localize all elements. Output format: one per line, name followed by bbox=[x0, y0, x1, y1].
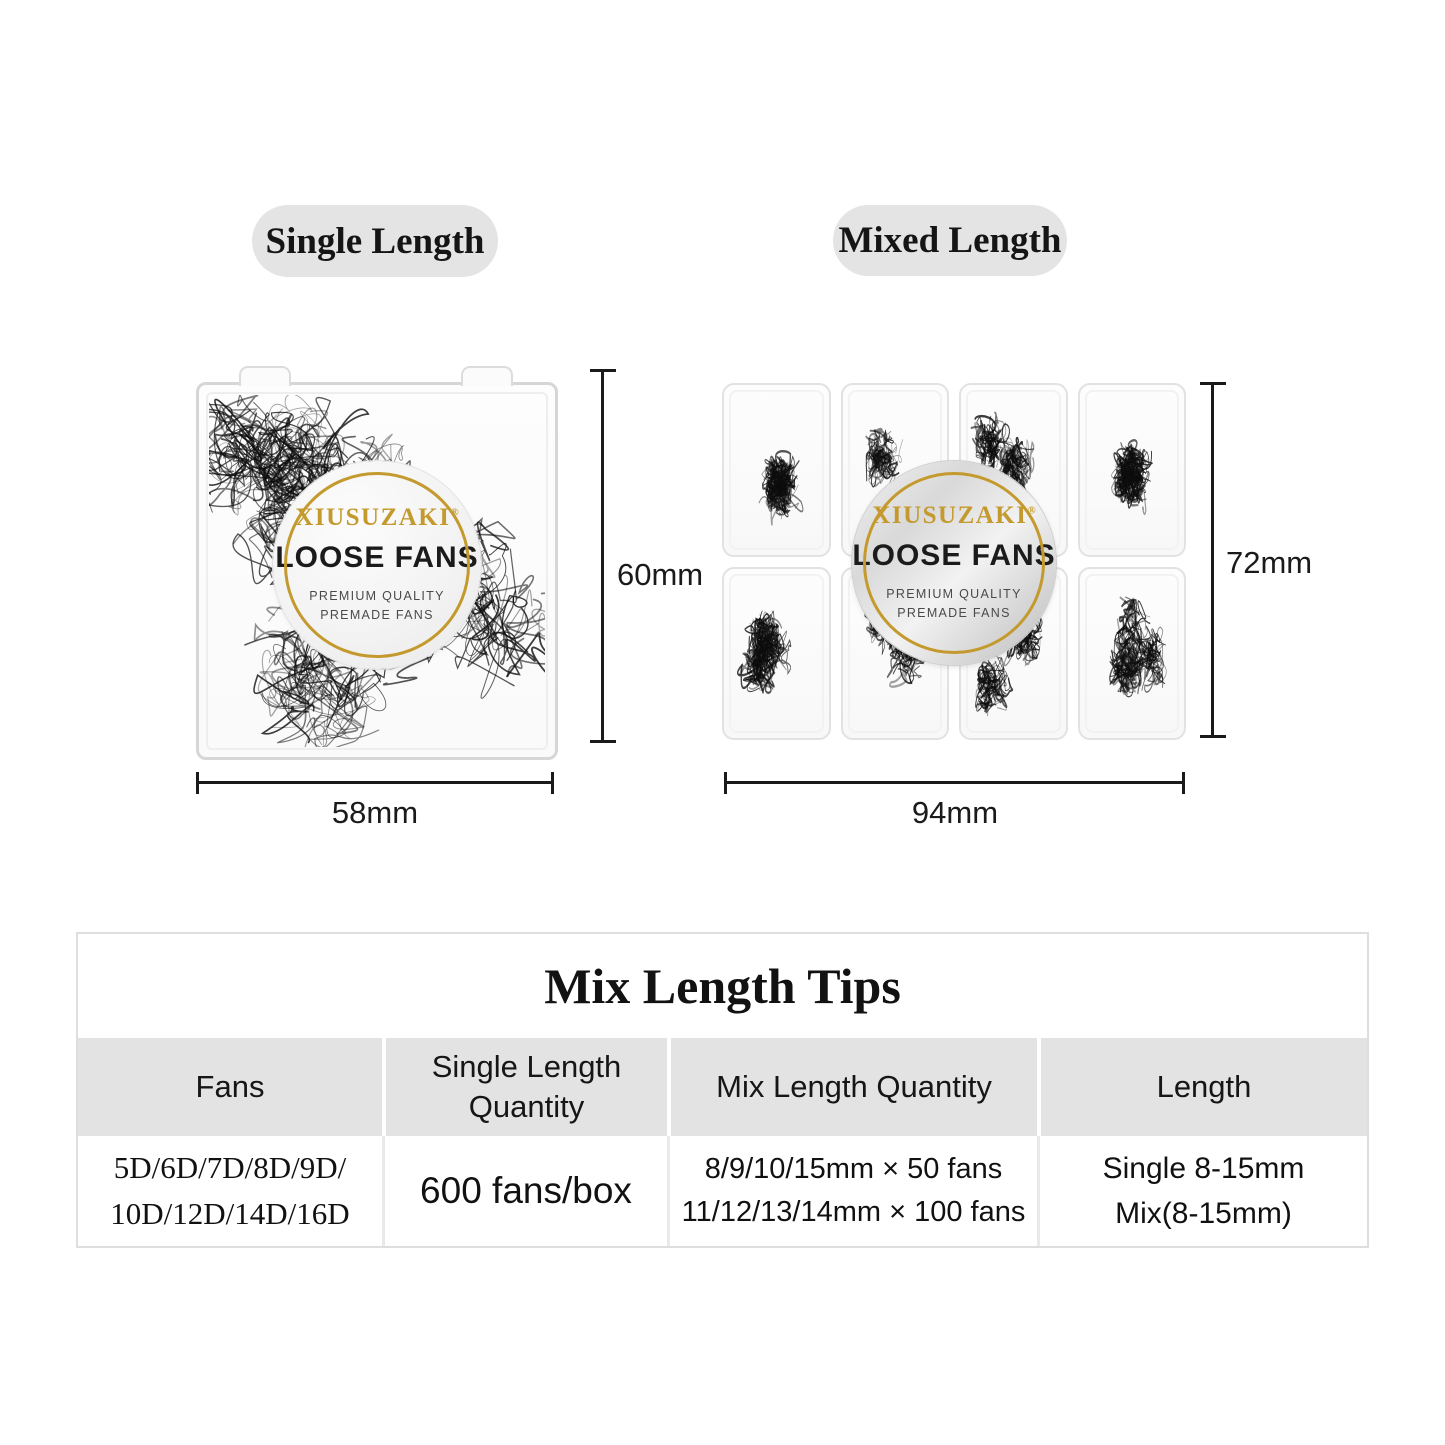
cell-length-line2: Mix(8-15mm) bbox=[1115, 1197, 1292, 1230]
lash-compartment bbox=[1078, 567, 1187, 741]
product-label-single bbox=[273, 461, 481, 669]
column-header-fans: Fans bbox=[195, 1068, 265, 1104]
dimension-cap bbox=[724, 772, 727, 794]
column-header-length: Length bbox=[1037, 1038, 1367, 1136]
dimension-cap bbox=[196, 772, 199, 794]
mix-length-tips-table bbox=[76, 932, 1369, 1248]
cell-single-length-quantity: 600 fans/box bbox=[382, 1136, 667, 1246]
lash-compartment bbox=[1078, 383, 1187, 557]
cell-fans-line1: 5D/6D/7D/8D/9D/ bbox=[113, 1149, 347, 1185]
cell-length bbox=[1037, 1136, 1367, 1246]
mixed-length-badge bbox=[833, 205, 1067, 276]
dimension-cap bbox=[590, 369, 616, 372]
lash-fans-cluster bbox=[728, 389, 825, 551]
height-dimension-line-mixed bbox=[1211, 383, 1214, 738]
single-length-badge bbox=[252, 205, 498, 277]
dimension-cap bbox=[551, 772, 554, 794]
table-title: Mix Length Tips bbox=[544, 958, 901, 1014]
registered-trademark-symbol: ® bbox=[1027, 504, 1036, 517]
lash-fans-cluster bbox=[728, 573, 825, 735]
tagline-line2: PREMADE FANS bbox=[320, 608, 434, 622]
dimension-cap bbox=[1200, 735, 1226, 738]
cell-fans-line2: 10D/12D/14D/16D bbox=[110, 1196, 350, 1231]
tagline-line1: PREMIUM QUALITY bbox=[886, 586, 1022, 601]
lash-compartment bbox=[722, 383, 831, 557]
dimension-cap bbox=[1182, 772, 1185, 794]
width-dimension-label-mixed: 94mm bbox=[911, 795, 999, 830]
tagline-line2: PREMADE FANS bbox=[897, 606, 1011, 620]
single-length-badge-label: Single Length bbox=[265, 220, 485, 262]
dimension-cap bbox=[1200, 382, 1226, 385]
product-label-mixed bbox=[852, 461, 1056, 665]
width-dimension-label-single: 58mm bbox=[331, 795, 419, 830]
tagline-line1: PREMIUM QUALITY bbox=[309, 588, 445, 603]
brand-text: XIUSUZAKI bbox=[872, 501, 1028, 529]
column-header-single-length-quantity: Single Length Quantity bbox=[382, 1038, 667, 1136]
cell-length-line1: Single 8-15mm bbox=[1102, 1152, 1305, 1185]
height-dimension-label-single: 60mm bbox=[617, 557, 704, 592]
registered-trademark-symbol: ® bbox=[450, 506, 459, 519]
width-dimension-line-mixed bbox=[725, 781, 1185, 784]
gold-ring bbox=[284, 472, 470, 658]
box-hinge bbox=[239, 366, 291, 386]
cell-mix-quantity-line1: 8/9/10/15mm × 50 fans bbox=[704, 1152, 1003, 1185]
box-hinge bbox=[461, 366, 513, 386]
lash-fans-cluster bbox=[1084, 389, 1181, 551]
lash-compartment bbox=[722, 567, 831, 741]
height-dimension-line-single bbox=[601, 370, 604, 742]
column-header-mix-length-quantity: Mix Length Quantity bbox=[667, 1038, 1037, 1136]
width-dimension-line-single bbox=[197, 781, 553, 784]
brand-text: XIUSUZAKI bbox=[295, 503, 451, 531]
product-name: LOOSE FANS bbox=[852, 538, 1056, 572]
mixed-length-badge-label: Mixed Length bbox=[838, 220, 1062, 261]
gold-ring bbox=[863, 472, 1045, 654]
cell-mix-length-quantity bbox=[667, 1136, 1037, 1246]
height-dimension-label-mixed: 72mm bbox=[1226, 545, 1313, 580]
table-header-row bbox=[78, 1038, 1367, 1136]
lash-fans-cluster bbox=[1084, 573, 1181, 735]
cell-fans bbox=[78, 1136, 382, 1246]
dimension-cap bbox=[590, 740, 616, 743]
table-data-row bbox=[78, 1136, 1367, 1246]
cell-mix-quantity-line2: 11/12/13/14mm × 100 fans bbox=[681, 1196, 1026, 1228]
product-name: LOOSE FANS bbox=[275, 540, 479, 574]
